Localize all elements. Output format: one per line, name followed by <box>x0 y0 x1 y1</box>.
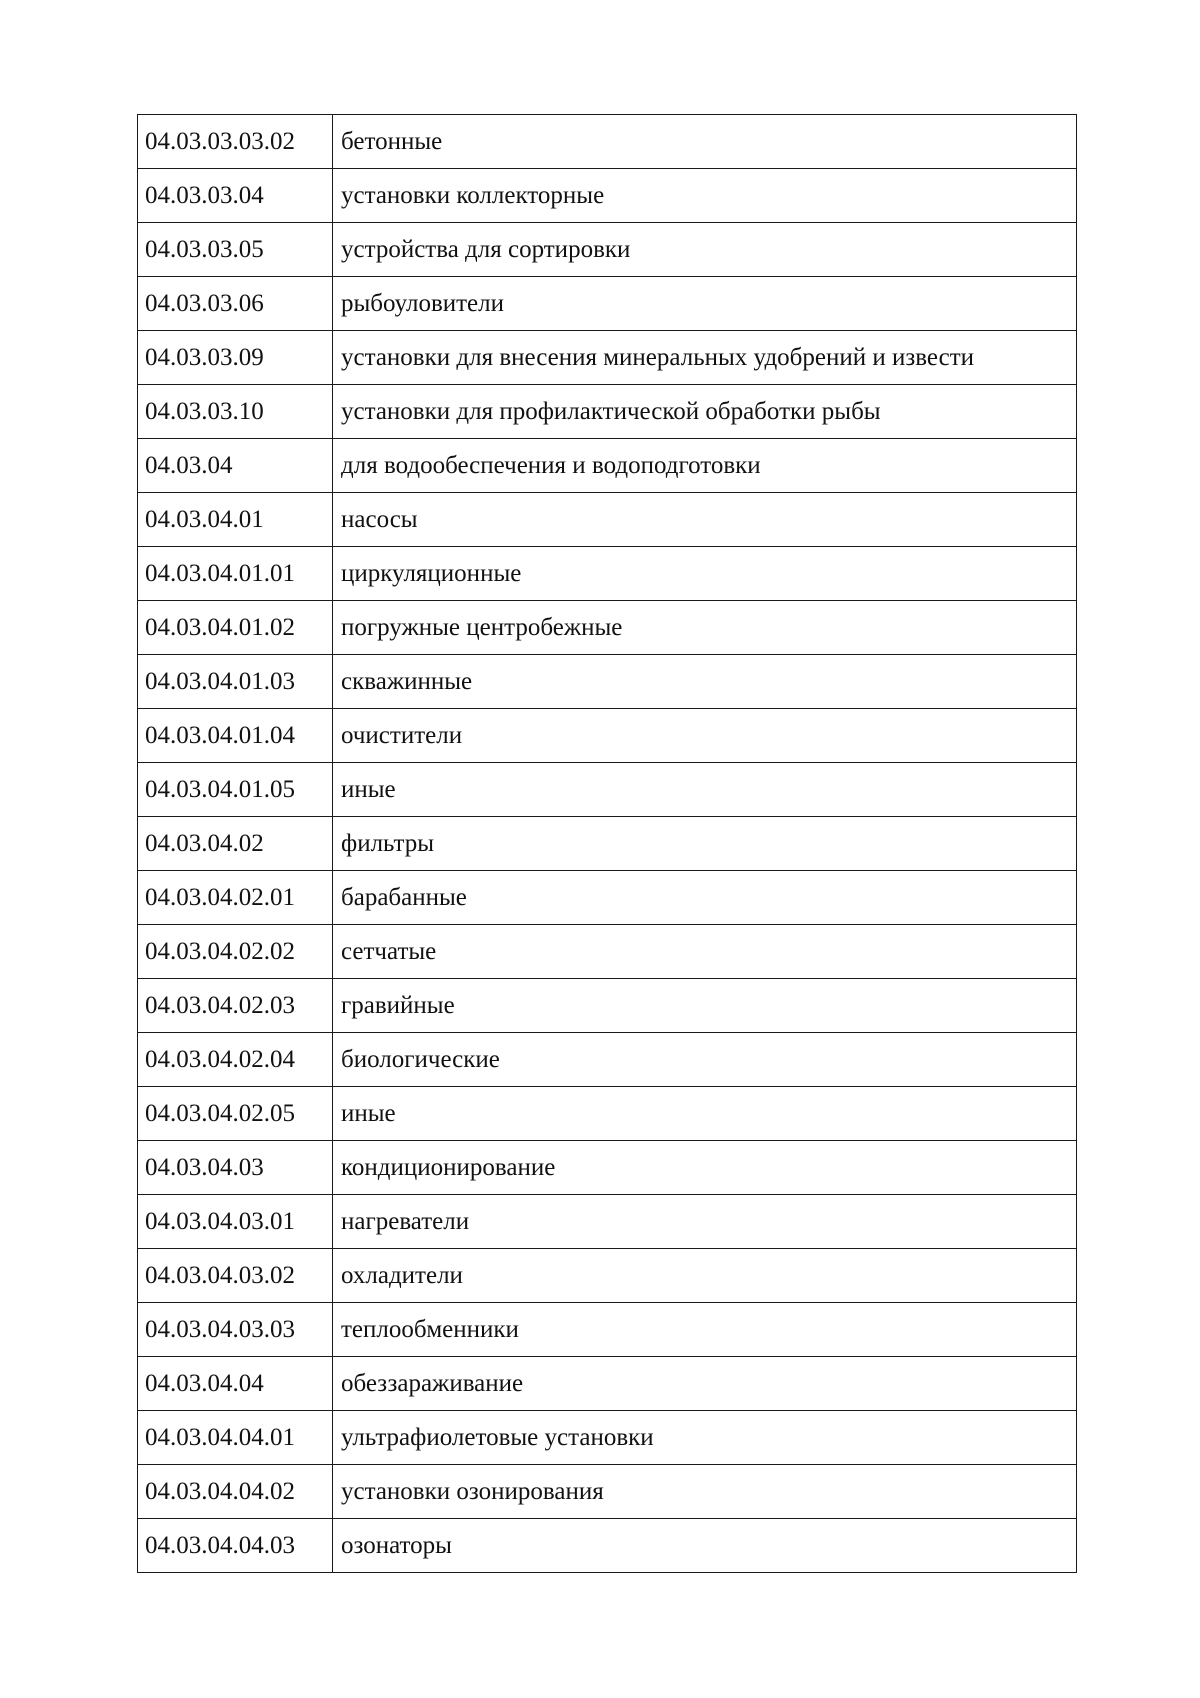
table-row <box>138 169 1077 223</box>
table-body <box>138 115 1077 1573</box>
row-name-cell: нагреватели <box>333 1195 1077 1249</box>
row-code-cell: 04.03.03.06 <box>138 277 333 331</box>
table-row <box>138 871 1077 925</box>
table-row <box>138 493 1077 547</box>
row-name-cell: теплообменники <box>333 1303 1077 1357</box>
row-name-cell: установки озонирования <box>333 1465 1077 1519</box>
row-code-cell: 04.03.04.02.02 <box>138 925 333 979</box>
table-row <box>138 385 1077 439</box>
row-code-cell: 04.03.04.01.01 <box>138 547 333 601</box>
row-code-cell: 04.03.04.04.03 <box>138 1519 333 1573</box>
table-row <box>138 1033 1077 1087</box>
table-row <box>138 1087 1077 1141</box>
table-row <box>138 223 1077 277</box>
row-code-cell: 04.03.04.01.04 <box>138 709 333 763</box>
row-name-cell: озонаторы <box>333 1519 1077 1573</box>
table-row <box>138 1357 1077 1411</box>
row-code-cell: 04.03.04.03.01 <box>138 1195 333 1249</box>
table-row <box>138 1249 1077 1303</box>
row-name-cell: кондиционирование <box>333 1141 1077 1195</box>
row-name-cell: устройства для сортировки <box>333 223 1077 277</box>
row-code-cell: 04.03.04.03.03 <box>138 1303 333 1357</box>
row-code-cell: 04.03.03.09 <box>138 331 333 385</box>
row-code-cell: 04.03.04.02.05 <box>138 1087 333 1141</box>
table-row <box>138 979 1077 1033</box>
row-code-cell: 04.03.03.10 <box>138 385 333 439</box>
row-name-cell: иные <box>333 763 1077 817</box>
table-row <box>138 1465 1077 1519</box>
table-row <box>138 763 1077 817</box>
row-name-cell: насосы <box>333 493 1077 547</box>
row-name-cell: ультрафиолетовые установки <box>333 1411 1077 1465</box>
table-row <box>138 331 1077 385</box>
row-name-cell: установки коллекторные <box>333 169 1077 223</box>
row-code-cell: 04.03.04.01 <box>138 493 333 547</box>
classification-table <box>137 114 1077 1573</box>
table-row <box>138 601 1077 655</box>
row-name-cell: установки для внесения минеральных удобрений и извести <box>333 331 1077 385</box>
row-name-cell: циркуляционные <box>333 547 1077 601</box>
table-row <box>138 1303 1077 1357</box>
row-name-cell: биологические <box>333 1033 1077 1087</box>
row-name-cell: для водообеспечения и водоподготовки <box>333 439 1077 493</box>
row-code-cell: 04.03.04.04.02 <box>138 1465 333 1519</box>
row-name-cell: обеззараживание <box>333 1357 1077 1411</box>
row-code-cell: 04.03.03.04 <box>138 169 333 223</box>
row-code-cell: 04.03.04.03.02 <box>138 1249 333 1303</box>
row-name-cell: барабанные <box>333 871 1077 925</box>
row-name-cell: иные <box>333 1087 1077 1141</box>
table-row <box>138 709 1077 763</box>
table-row <box>138 817 1077 871</box>
row-code-cell: 04.03.04.01.02 <box>138 601 333 655</box>
table-row <box>138 277 1077 331</box>
row-code-cell: 04.03.04.02.03 <box>138 979 333 1033</box>
row-code-cell: 04.03.04.01.05 <box>138 763 333 817</box>
row-name-cell: охладители <box>333 1249 1077 1303</box>
row-code-cell: 04.03.04.02.01 <box>138 871 333 925</box>
row-code-cell: 04.03.04.02.04 <box>138 1033 333 1087</box>
row-name-cell: очистители <box>333 709 1077 763</box>
row-code-cell: 04.03.04.01.03 <box>138 655 333 709</box>
table-row <box>138 1411 1077 1465</box>
table-row <box>138 1519 1077 1573</box>
table-row <box>138 1195 1077 1249</box>
table-row <box>138 655 1077 709</box>
row-code-cell: 04.03.04.03 <box>138 1141 333 1195</box>
row-name-cell: гравийные <box>333 979 1077 1033</box>
table-row <box>138 925 1077 979</box>
row-code-cell: 04.03.03.03.02 <box>138 115 333 169</box>
table-row <box>138 547 1077 601</box>
row-name-cell: бетонные <box>333 115 1077 169</box>
row-code-cell: 04.03.04.04 <box>138 1357 333 1411</box>
row-name-cell: установки для профилактической обработки рыбы <box>333 385 1077 439</box>
row-name-cell: фильтры <box>333 817 1077 871</box>
row-name-cell: рыбоуловители <box>333 277 1077 331</box>
table-row <box>138 439 1077 493</box>
row-code-cell: 04.03.04.02 <box>138 817 333 871</box>
row-code-cell: 04.03.03.05 <box>138 223 333 277</box>
row-code-cell: 04.03.04.04.01 <box>138 1411 333 1465</box>
row-name-cell: сетчатые <box>333 925 1077 979</box>
row-name-cell: погружные центробежные <box>333 601 1077 655</box>
table-row <box>138 115 1077 169</box>
row-name-cell: скважинные <box>333 655 1077 709</box>
row-code-cell: 04.03.04 <box>138 439 333 493</box>
table-row <box>138 1141 1077 1195</box>
